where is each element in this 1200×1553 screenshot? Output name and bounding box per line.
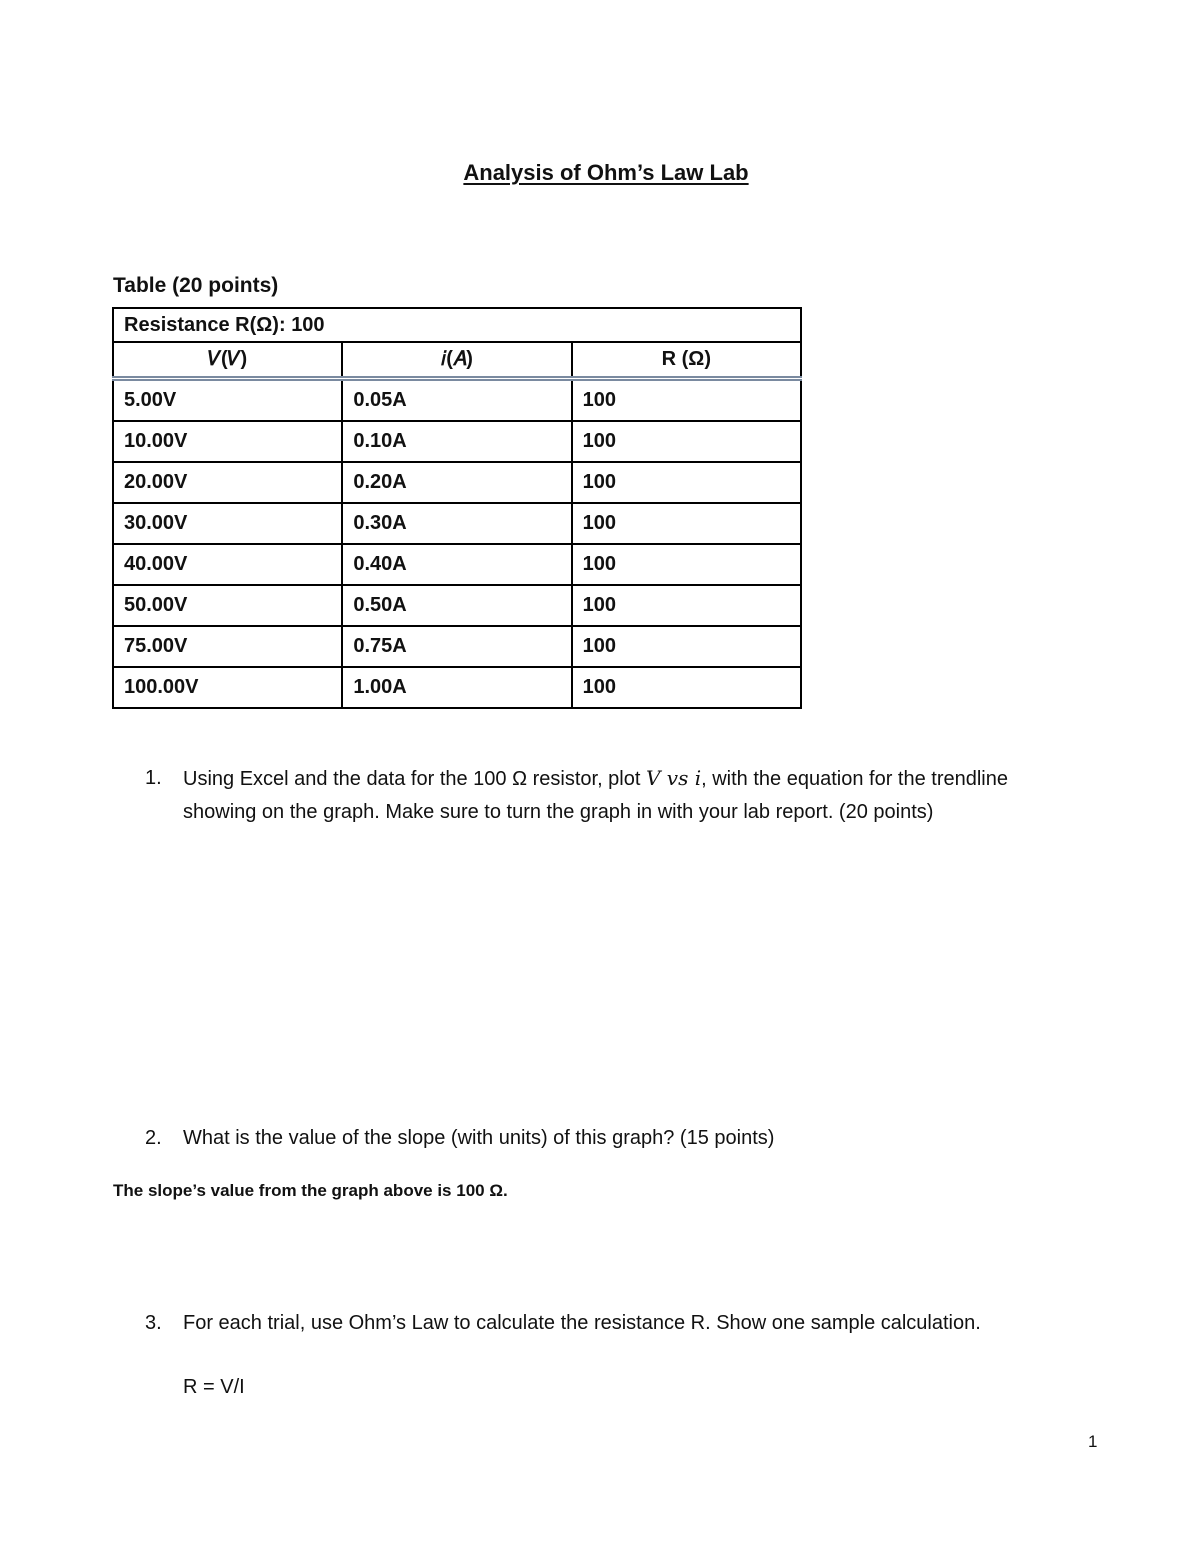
header-resistance: R (Ω) xyxy=(572,342,801,379)
table-row xyxy=(113,379,801,422)
question-2 xyxy=(145,1122,905,1157)
question-1-line-2: showing on the graph. Make sure to turn the graph in with your lab report. (20 points) xyxy=(183,801,934,823)
table-row xyxy=(113,421,801,462)
cell-voltage: 50.00V xyxy=(113,585,342,626)
cell-resistance: 100 xyxy=(572,462,801,503)
cell-current: 0.40A xyxy=(342,544,571,585)
cell-current: 1.00A xyxy=(342,667,571,708)
table-row xyxy=(113,626,801,667)
cell-current: 0.75A xyxy=(342,626,571,667)
data-table xyxy=(112,307,802,709)
resistance-row xyxy=(113,308,801,342)
cell-voltage: 30.00V xyxy=(113,503,342,544)
cell-voltage: 40.00V xyxy=(113,544,342,585)
header-current: 𝑖(𝐴) xyxy=(342,342,571,379)
cell-resistance: 100 xyxy=(572,503,801,544)
formula-answer: R = V/I xyxy=(183,1376,245,1398)
question-text xyxy=(183,762,1008,829)
question-1 xyxy=(145,762,1105,832)
question-number: 1. xyxy=(145,767,162,789)
cell-current: 0.50A xyxy=(342,585,571,626)
cell-resistance: 100 xyxy=(572,379,801,422)
question-text: What is the value of the slope (with units) of this graph? (15 points) xyxy=(183,1127,775,1149)
table-header-row xyxy=(113,342,801,379)
cell-voltage: 10.00V xyxy=(113,421,342,462)
question-1-text-after: , with the equation for the trendline xyxy=(701,768,1008,790)
table-heading: Table (20 points) xyxy=(113,274,279,297)
cell-voltage: 5.00V xyxy=(113,379,342,422)
cell-resistance: 100 xyxy=(572,667,801,708)
question-3 xyxy=(145,1307,1105,1342)
question-1-math: V vs i xyxy=(646,766,702,790)
question-number: 2. xyxy=(145,1127,162,1149)
cell-current: 0.20A xyxy=(342,462,571,503)
page-title: Analysis of Ohm’s Law Lab xyxy=(463,160,749,185)
table-row xyxy=(113,544,801,585)
resistance-label: Resistance R(Ω): 100 xyxy=(113,308,801,342)
cell-voltage: 20.00V xyxy=(113,462,342,503)
question-number: 3. xyxy=(145,1312,162,1334)
slope-answer: The slope’s value from the graph above is 100 Ω. xyxy=(113,1181,508,1200)
cell-voltage: 75.00V xyxy=(113,626,342,667)
table-row xyxy=(113,462,801,503)
cell-current: 0.30A xyxy=(342,503,571,544)
cell-voltage: 100.00V xyxy=(113,667,342,708)
table-row xyxy=(113,585,801,626)
table-row xyxy=(113,667,801,708)
header-voltage: 𝑉(𝑉) xyxy=(113,342,342,379)
cell-resistance: 100 xyxy=(572,585,801,626)
page-number: 1 xyxy=(1088,1432,1098,1451)
question-1-text-before: Using Excel and the data for the 100 Ω resistor, plot xyxy=(183,768,646,790)
question-1-line-1 xyxy=(183,762,1008,796)
question-text: For each trial, use Ohm’s Law to calculate the resistance R. Show one sample calculation. xyxy=(183,1312,981,1334)
cell-resistance: 100 xyxy=(572,626,801,667)
cell-current: 0.05A xyxy=(342,379,571,422)
cell-current: 0.10A xyxy=(342,421,571,462)
cell-resistance: 100 xyxy=(572,544,801,585)
cell-resistance: 100 xyxy=(572,421,801,462)
table-row xyxy=(113,503,801,544)
